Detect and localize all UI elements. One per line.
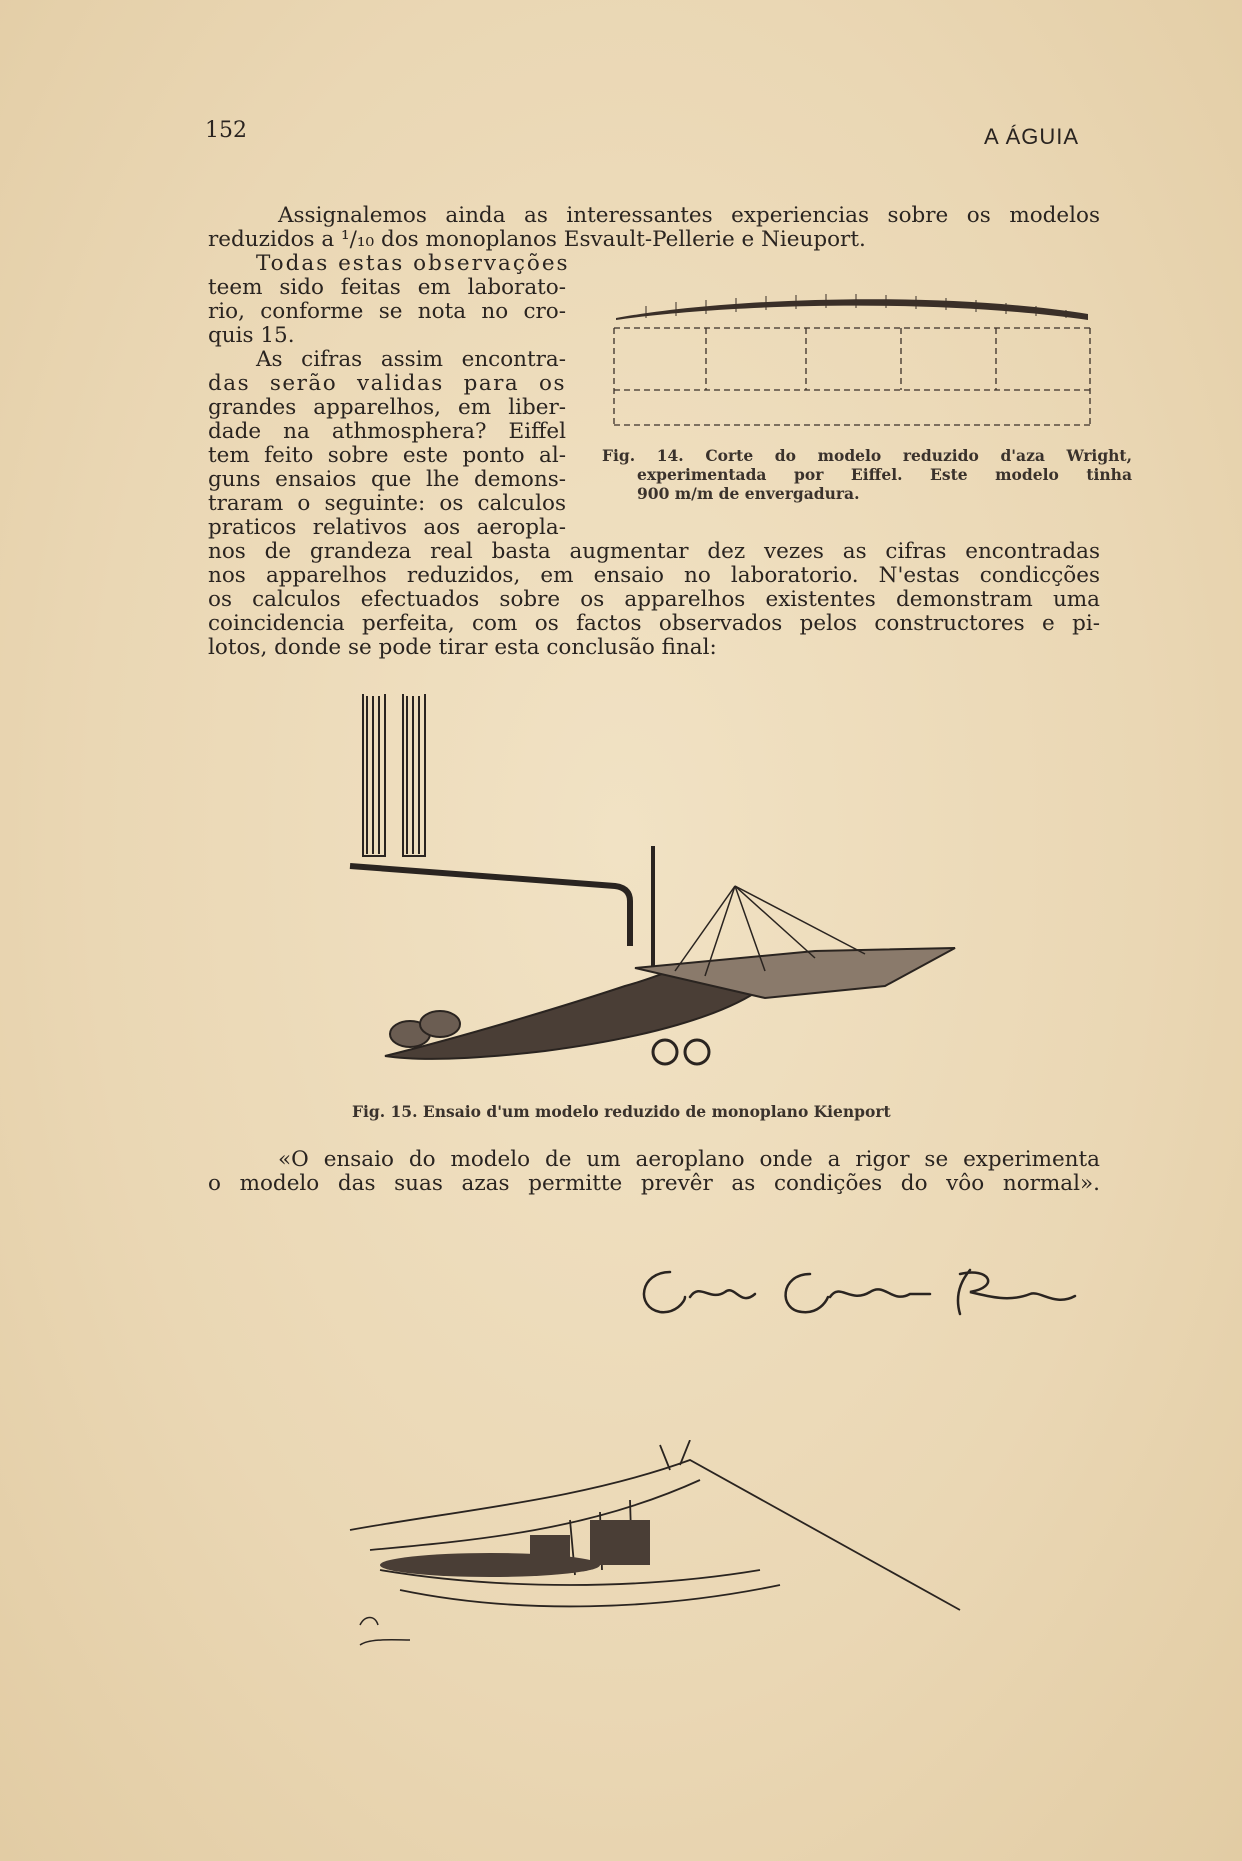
text-line: «O ensaio do modelo de um aeroplano onde a rigor se experimenta: [278, 1147, 1100, 1172]
text-line: das serão validas para os: [208, 371, 566, 396]
airship-sketch: [340, 1440, 970, 1660]
paragraph-intro: [208, 204, 1100, 252]
caption-line: Fig. 14. Corte do modelo reduzido d'aza Wright,: [602, 446, 1132, 465]
caption-line: experimentada por Eiffel. Este modelo tinha: [637, 465, 1132, 484]
text-line: os calculos efectuados sobre os apparelhos existentes demonstram uma: [208, 587, 1100, 612]
text-line: nos de grandeza real basta augmentar dez vezes as cifras encontradas: [208, 539, 1100, 564]
text-line: As cifras assim encontra-: [256, 347, 566, 372]
journal-title: A ÁGUIA: [984, 124, 1080, 149]
figure-15-caption: Fig. 15. Ensaio d'um modelo reduzido de monoplano Kienport: [352, 1102, 891, 1121]
text-line: grandes apparelhos, em liber-: [208, 395, 566, 420]
text-line: praticos relativos aos aeropla-: [208, 515, 566, 540]
text-line: guns ensaios que lhe demons-: [208, 467, 566, 492]
text-line: Todas estas observações: [256, 251, 570, 276]
text-line: rio, conforme se nota no cro-: [208, 299, 566, 324]
text-line: tem feito sobre este ponto al-: [208, 443, 566, 468]
text-line: o modelo das suas azas permitte prevêr as condições do vôo normal».: [208, 1171, 1100, 1196]
text-line: quis 15.: [208, 323, 295, 348]
text-line: Assignalemos ainda as interessantes experiencias sobre os modelos: [278, 203, 1100, 228]
closing-quote: [208, 1148, 1100, 1196]
text-line: lotos, donde se pode tirar esta conclusão final:: [208, 635, 717, 660]
monoplane-model-illustration: [345, 686, 965, 1086]
caption-line: 900 m/m de envergadura.: [637, 484, 860, 503]
text-line: nos apparelhos reduzidos, em ensaio no laboratorio. N'estas condicções: [208, 563, 1100, 588]
text-line: traram o seguinte: os calculos: [208, 491, 566, 516]
text-line: dade na athmosphera? Eiffel: [208, 419, 566, 444]
page-number: 152: [205, 118, 247, 143]
paragraph-conclusion: [208, 540, 1100, 660]
figure-14-caption: [602, 446, 1132, 503]
wing-section-figure: [606, 290, 1094, 440]
paragraph-left-column: [208, 251, 570, 540]
text-line: reduzidos a ¹/₁₀ dos monoplanos Esvault-Pellerie e Nieuport.: [208, 227, 866, 252]
author-signature: [630, 1252, 1090, 1332]
text-line: coincidencia perfeita, com os factos observados pelos constructores e pi-: [208, 611, 1100, 636]
text-line: teem sido feitas em laborato-: [208, 275, 566, 300]
